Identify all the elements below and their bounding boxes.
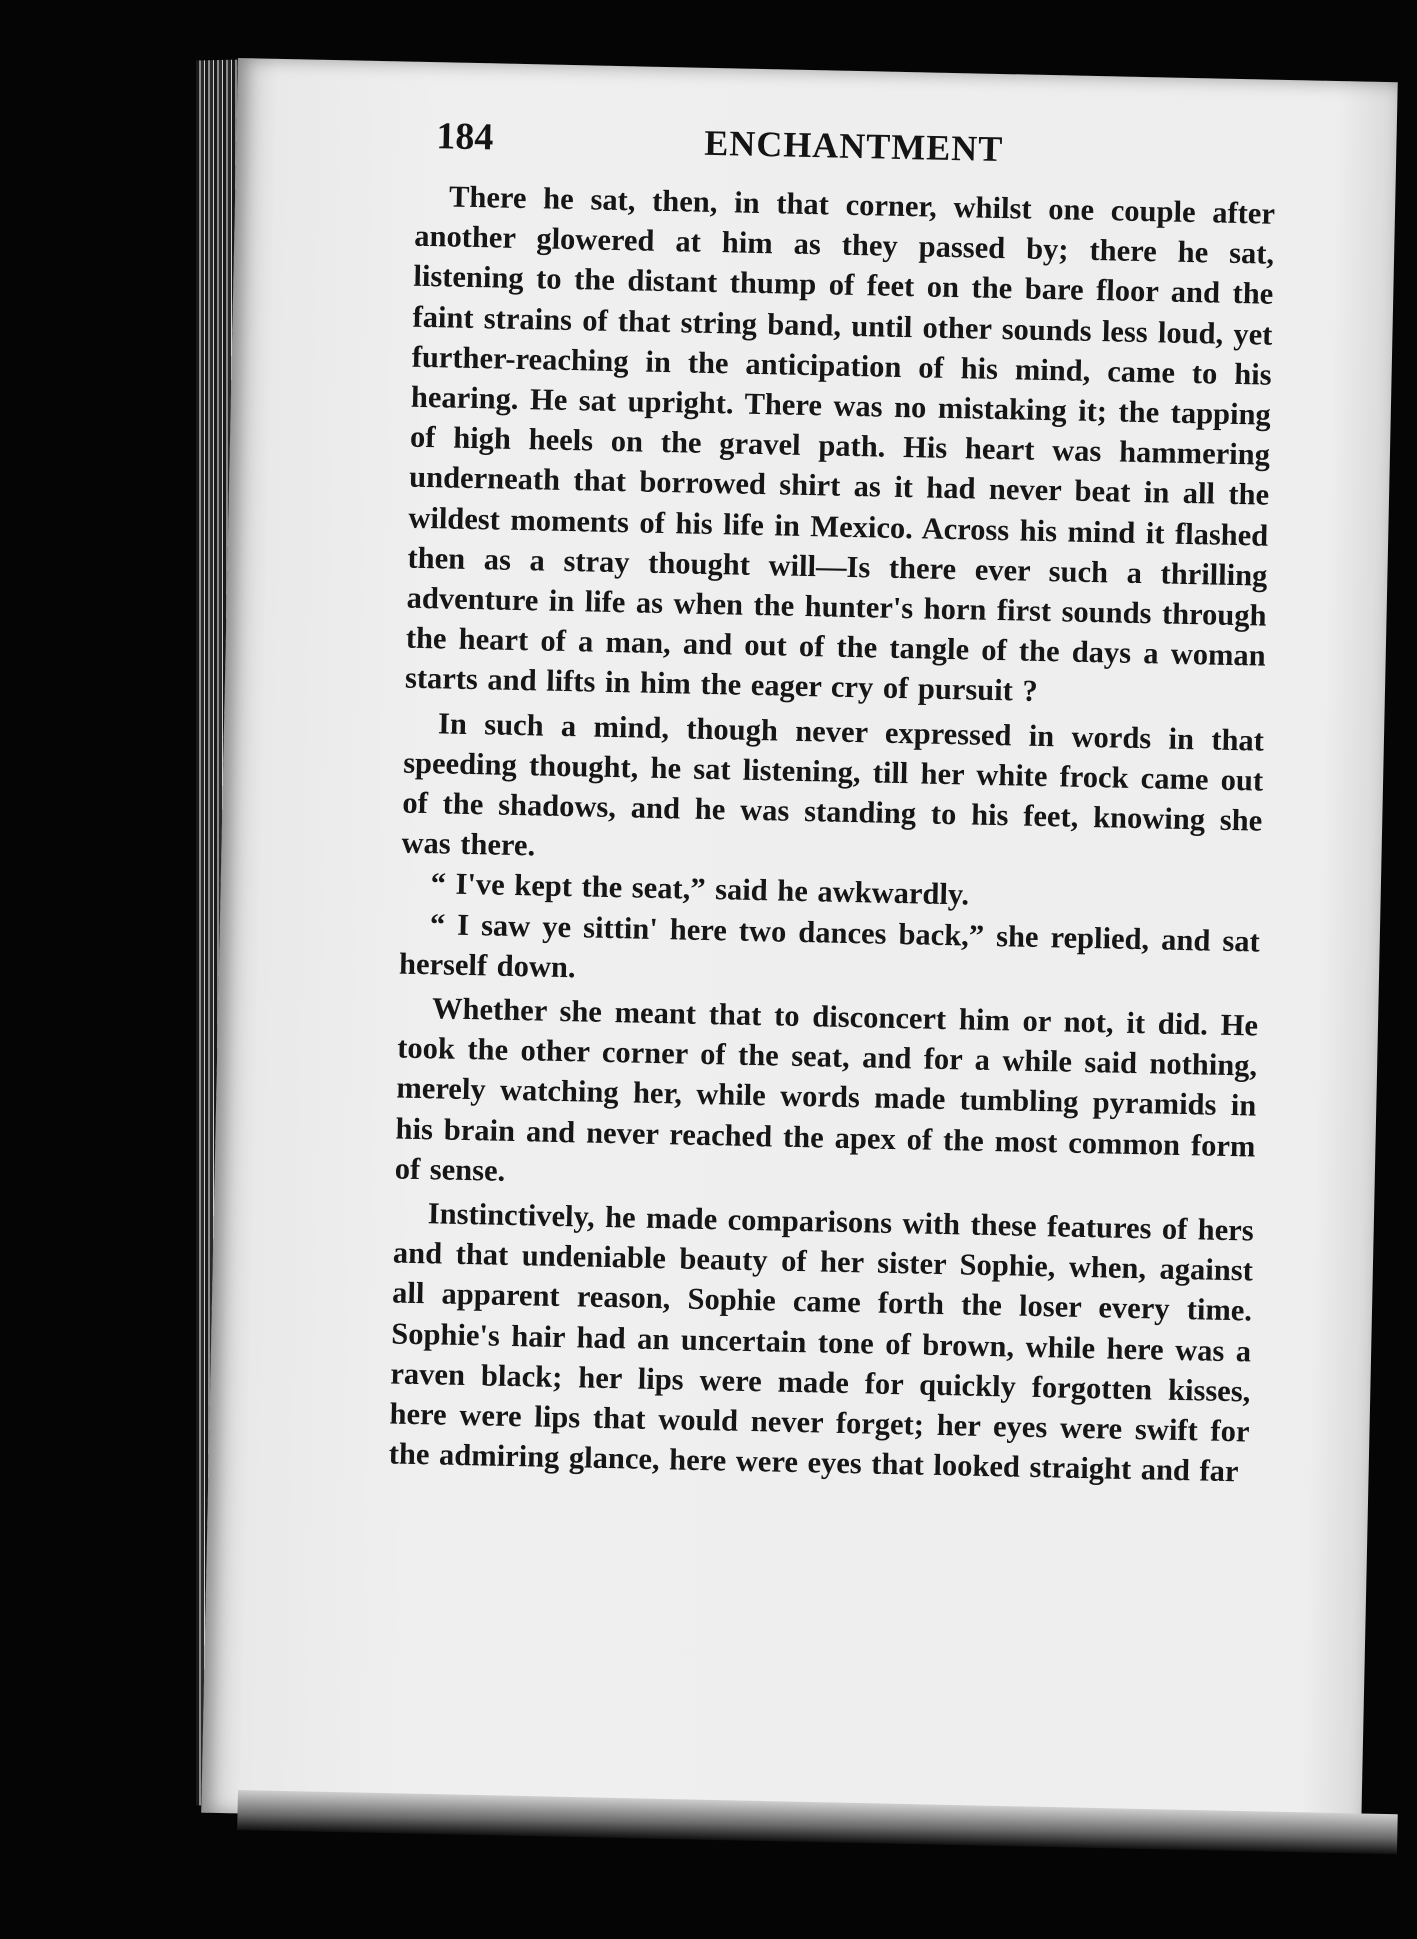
paragraph-6: Instinctively, he made comparisons with these features of hers and that undeniable beauty of her sister Sophie, when, against all apparent reason, Sophie came forth the loser every time. Sophie's hair had an uncertain tone of brown, while here was a raven black; her lips were made for quickly forgotten kisses, here were lips that would never forget; her eyes were swift for the admiring glance, here were eyes that looked straight and far bbox=[388, 1196, 1255, 1489]
paragraph-3: “ I've kept the seat,” said he awkwardly. bbox=[430, 866, 970, 912]
paragraph-4: “ I saw ye sittin' here two dances back,” she replied, and sat herself down. bbox=[398, 906, 1261, 985]
book-page bbox=[201, 58, 1397, 1837]
paragraph-1: There he sat, then, in that corner, whilst one couple after another glowered at him as they passed by; there he sat, listening to the distant thump of feet on the bare floor and the faint strains of that string band, until other sounds less loud, yet further-reaching in the anticipation of his mind, came to his hearing. He sat upright. There was no mistaking it; the tapping of high heels on the gravel path. His heart was hammering underneath that borrowed shirt as it had never beat in all the wildest moments of his life in Mexico. Across his mind it flashed then as a stray thought will—Is there ever such a thrilling adventure in life as when the hunter's horn first sounds through the heart of a man, and out of the tangle of the days a woman starts and lifts in him the eager cry of pursuit ? bbox=[404, 179, 1276, 709]
running-title: ENCHANTMENT bbox=[703, 122, 1004, 170]
page-number: 184 bbox=[435, 115, 494, 159]
body-text bbox=[388, 176, 1275, 1492]
paragraph-2: In such a mind, though never expressed in words in that speeding thought, he sat listening, till her white frock came out of the shadows, and he was standing to his feet, knowing she was there. bbox=[401, 705, 1265, 863]
paragraph-5: Whether she meant that to disconcert him or not, it did. He took the other corner of the seat, and for a while said nothing, merely watching her, while words made tumbling pyramids in his brain and never reached the apex of the most common form of sense. bbox=[394, 991, 1259, 1188]
